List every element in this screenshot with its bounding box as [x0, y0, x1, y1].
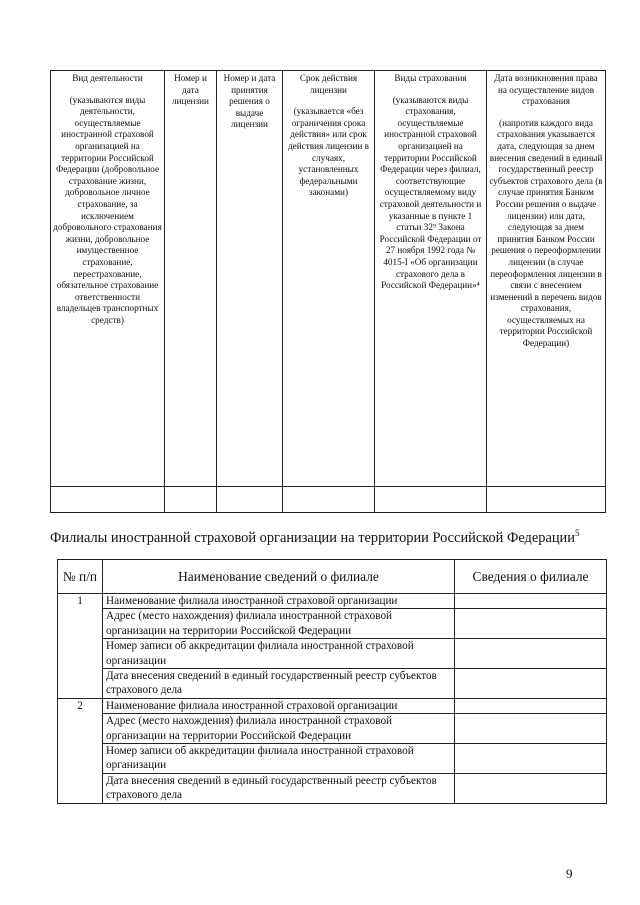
- header-note: (напротив каждого вида страхования указывается дата, следующая за днем внесения сведений в единый государственный реестр субъектов страхового дела (в случае принятия Банком России решения о выдаче лицензии) или дата, следующая за днем принятия Банком России решения о переоформлении лицензии (в случае переоформления лицензии в связи с внесением изменений в перечень видов страхования, осуществляемых на территории Российской Федерации): [489, 117, 603, 349]
- info-value-cell[interactable]: [455, 609, 607, 639]
- header-right-date: [487, 71, 606, 487]
- header-title: Номер и дата принятия решения о выдаче лицензии: [223, 73, 276, 130]
- header-note: (указываются виды деятельности, осуществляемые иностранной страховой организацией на территории Российской Федерации (добровольное страхование жизни, добровольное личное страхование, за исключением добровольного страхования жизни, добровольное имущественное страхование, перестрахование, обязательное страхование ответственности владельцев транспортных средств): [53, 94, 162, 325]
- table-row: [58, 714, 607, 744]
- info-name-cell: Наименование филиала иностранной страховой организации: [103, 698, 455, 713]
- header-title: Номер и дата лицензии: [172, 73, 209, 107]
- license-table: [50, 70, 606, 513]
- header-title: Срок действия лицензии: [299, 73, 358, 95]
- section-title-text: Филиалы иностранной страховой организации на территории Российской Федерации: [50, 529, 575, 546]
- empty-cell: [487, 487, 606, 513]
- header-num: № п/п: [58, 560, 103, 594]
- table-row: [58, 639, 607, 669]
- table-row: [58, 773, 607, 803]
- info-value-cell[interactable]: [455, 744, 607, 774]
- header-license-term: [283, 71, 375, 487]
- empty-cell: [217, 487, 283, 513]
- header-note: (указываются виды страхования, осуществляемые иностранной страховой организацией на территории Российской Федерации через филиал, соответствующие осуществляемому виду страховой деятельности и указанные в пункте 1 статьи 32⁹ Закона Российской Федерации от 27 ноября 1992 года № 4015-I «Об организации страхового дела в Российской Федерации»⁴: [379, 94, 482, 291]
- info-name-cell: Номер записи об аккредитации филиала иностранной страховой организации: [103, 639, 455, 669]
- empty-cell: [375, 487, 487, 513]
- header-decision-number: [217, 71, 283, 487]
- header-info-value: Сведения о филиале: [455, 560, 607, 594]
- info-value-cell[interactable]: [455, 669, 607, 699]
- branches-table: [57, 559, 607, 804]
- header-info-name: Наименование сведений о филиале: [103, 560, 455, 594]
- empty-cell: [165, 487, 217, 513]
- info-value-cell[interactable]: [455, 639, 607, 669]
- info-value-cell[interactable]: [455, 773, 607, 803]
- info-value-cell[interactable]: [455, 698, 607, 713]
- info-name-cell: Дата внесения сведений в единый государственный реестр субъектов страхового дела: [103, 669, 455, 699]
- table-row: [58, 669, 607, 699]
- info-value-cell[interactable]: [455, 714, 607, 744]
- row-number: 1: [58, 594, 103, 699]
- table-row: [58, 594, 607, 609]
- row-number: 2: [58, 698, 103, 803]
- footnote-marker: 5: [574, 528, 580, 538]
- page-number: 9: [566, 866, 573, 881]
- header-title: Виды страхования: [394, 73, 467, 83]
- header-license-number: [165, 71, 217, 487]
- header-insurance-types: [375, 71, 487, 487]
- info-name-cell: Дата внесения сведений в единый государственный реестр субъектов страхового дела: [103, 773, 455, 803]
- info-name-cell: Адрес (место нахождения) филиала иностранной страховой организации на территории Российской Федерации: [103, 714, 455, 744]
- table-row: [58, 698, 607, 713]
- empty-cell: [51, 487, 165, 513]
- table-row: [58, 609, 607, 639]
- info-name-cell: Адрес (место нахождения) филиала иностранной страховой организации на территории Российской Федерации: [103, 609, 455, 639]
- info-name-cell: Наименование филиала иностранной страховой организации: [103, 594, 455, 609]
- info-value-cell[interactable]: [455, 594, 607, 609]
- header-activity-type: [51, 71, 165, 487]
- info-name-cell: Номер записи об аккредитации филиала иностранной страховой организации: [103, 744, 455, 774]
- empty-cell: [283, 487, 375, 513]
- header-title: Дата возникновения права на осуществление видов страхования: [494, 73, 598, 107]
- header-title: Вид деятельности: [72, 73, 143, 83]
- license-table-header-row: [51, 71, 606, 487]
- header-note: (указывается «без ограничения срока действия» или срок действия лицензии в случаях, установленных федеральными законами): [287, 106, 370, 198]
- branches-section-title: [50, 524, 610, 547]
- branches-table-header-row: [58, 560, 607, 594]
- license-table-empty-row: [51, 487, 606, 513]
- table-row: [58, 744, 607, 774]
